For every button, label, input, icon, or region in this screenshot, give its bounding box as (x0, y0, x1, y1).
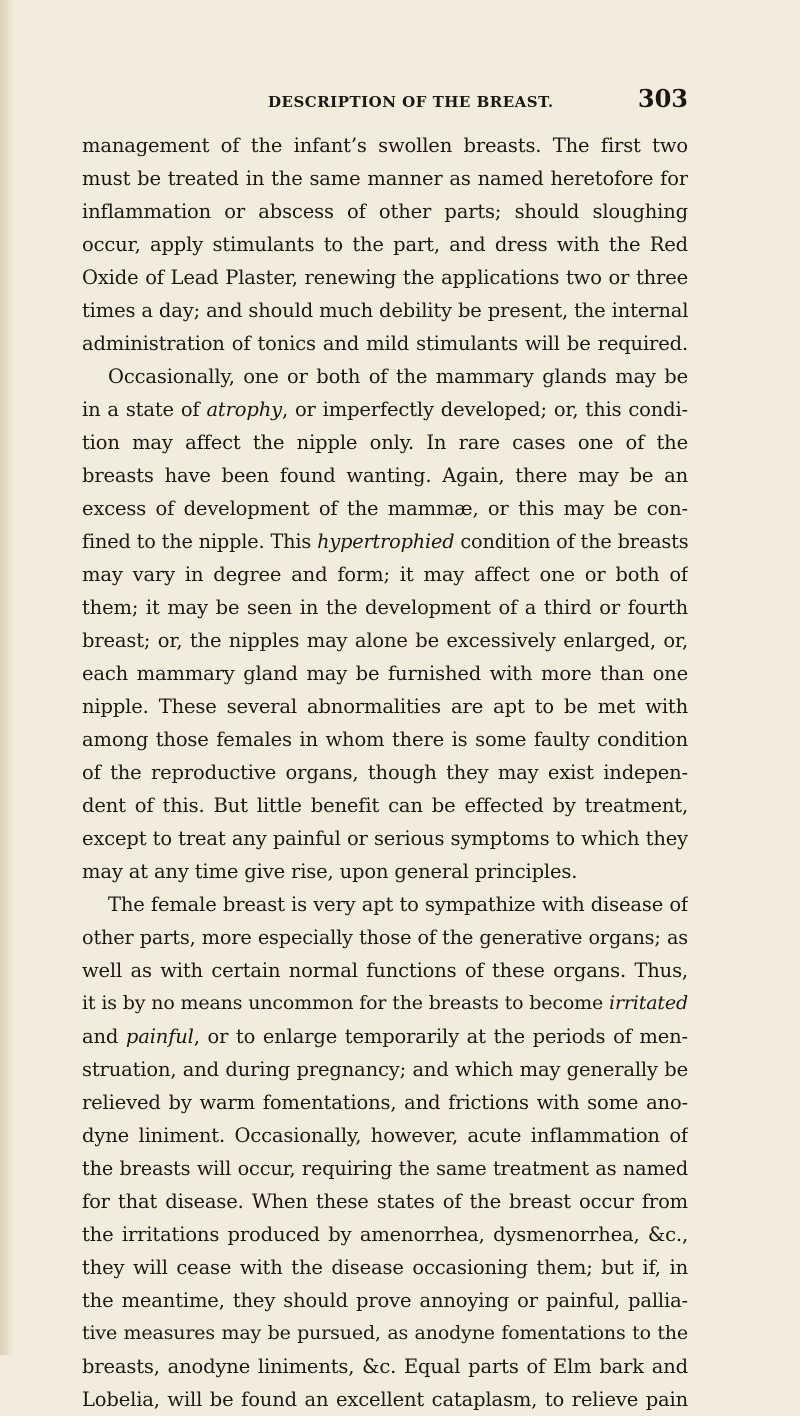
body-text (82, 129, 688, 1416)
running-head: DESCRIPTION OF THE BREAST. (268, 93, 554, 111)
text-line: must be treated in the same manner as named heretofore for (82, 167, 688, 190)
text-line: struation, and during pregnancy; and which may generally be (82, 1058, 688, 1081)
text-line: may vary in degree and form; it may affect one or both of (82, 563, 688, 586)
text-line: nipple. These several abnormalities are apt to be met with (82, 695, 688, 718)
text-line: fined to the nipple. This hypertrophied condition of the breasts (82, 530, 688, 553)
text-line: relieved by warm fomentations, and frictions with some ano- (82, 1091, 688, 1114)
text-line: them; it may be seen in the development of a third or fourth (82, 596, 688, 619)
text-line: and painful, or to enlarge temporarily at the periods of men- (82, 1025, 688, 1048)
page-gutter-shadow (0, 0, 14, 1355)
text-line: the meantime, they should prove annoying or painful, pallia- (82, 1289, 688, 1312)
text-line: in a state of atrophy, or imperfectly developed; or, this condi- (82, 398, 688, 421)
text-line: of the reproductive organs, though they may exist indepen- (82, 761, 688, 784)
text-line: occur, apply stimulants to the part, and dress with the Red (82, 233, 688, 256)
text-line: breasts, anodyne liniments, &c. Equal parts of Elm bark and (82, 1355, 688, 1378)
text-line: dent of this. But little benefit can be effected by treatment, (82, 794, 688, 817)
text-line: administration of tonics and mild stimulants will be required. (82, 332, 688, 355)
text-line: for that disease. When these states of the breast occur from (82, 1190, 688, 1213)
page-header (268, 84, 688, 114)
text-line: inflammation or abscess of other parts; should sloughing (82, 200, 688, 223)
text-line: tion may affect the nipple only. In rare cases one of the (82, 431, 688, 454)
text-line: breast; or, the nipples may alone be excessively enlarged, or, (82, 629, 688, 652)
text-line: among those females in whom there is some faulty condition (82, 728, 688, 751)
text-line: tive measures may be pursued, as anodyne fomentations to the (82, 1322, 688, 1344)
text-line: excess of development of the mammæ, or this may be con- (82, 497, 688, 520)
text-line: other parts, more especially those of the generative organs; as (82, 926, 688, 949)
text-line: Oxide of Lead Plaster, renewing the applications two or three (82, 266, 688, 289)
text-line: except to treat any painful or serious symptoms to which they (82, 827, 688, 850)
text-line: times a day; and should much debility be present, the internal (82, 299, 688, 322)
text-line: it is by no means uncommon for the breasts to become irritated (82, 992, 688, 1014)
page-number: 303 (637, 84, 688, 113)
text-line: Lobelia, will be found an excellent cataplasm, to relieve pain (82, 1388, 688, 1411)
text-line: dyne liniment. Occasionally, however, acute inflammation of (82, 1124, 688, 1147)
text-line: breasts have been found wanting. Again, there may be an (82, 464, 688, 487)
text-line: each mammary gland may be furnished with more than one (82, 662, 688, 685)
text-line: the irritations produced by amenorrhea, dysmenorrhea, &c., (82, 1223, 688, 1246)
text-line: The female breast is very apt to sympathize with disease of (108, 893, 688, 916)
text-line: well as with certain normal functions of these organs. Thus, (82, 959, 688, 982)
text-line: they will cease with the disease occasioning them; but if, in (82, 1256, 688, 1279)
text-line: may at any time give rise, upon general principles. (82, 860, 578, 883)
text-line: Occasionally, one or both of the mammary glands may be (108, 365, 688, 388)
text-line: management of the infant’s swollen breasts. The first two (82, 134, 688, 157)
text-line: the breasts will occur, requiring the same treatment as named (82, 1157, 688, 1180)
